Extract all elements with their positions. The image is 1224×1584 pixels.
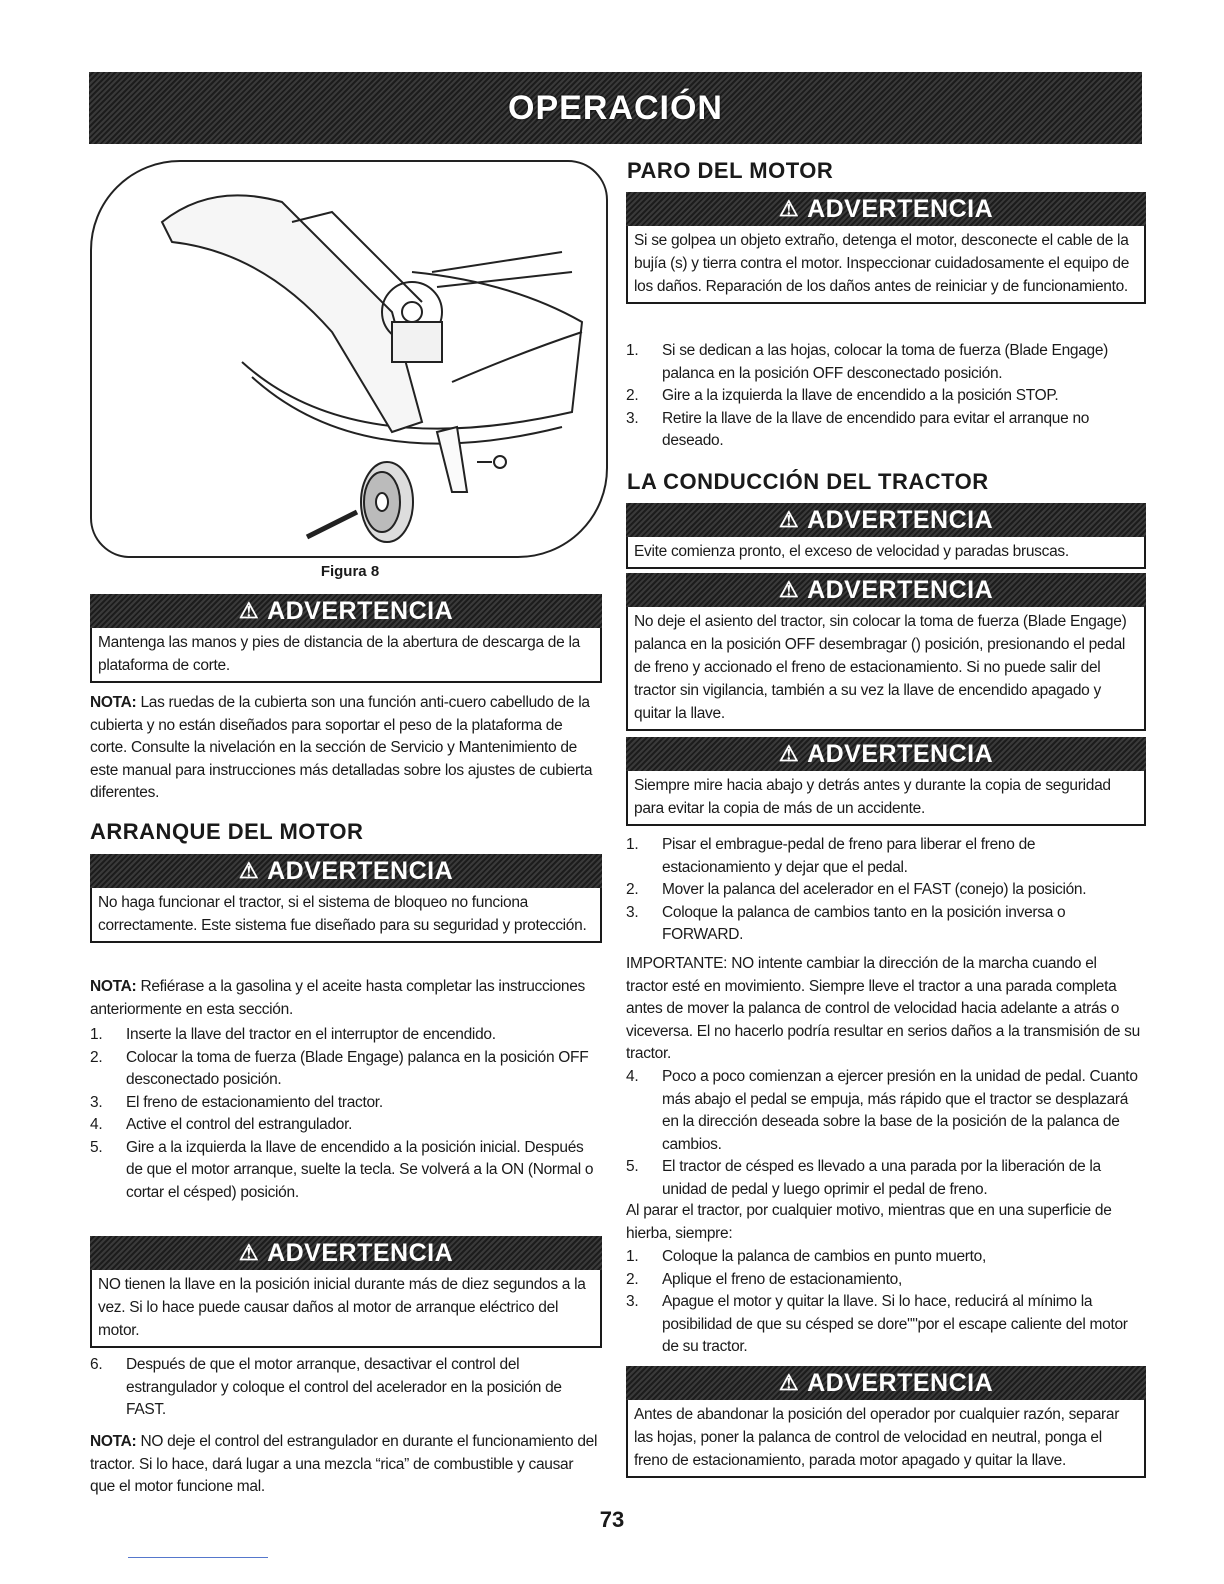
list-item: 3. Apague el motor y quitar la llave. Si lo hace, reducirá al mínimo la posibilidad de que su césped se dore""por el escape caliente del motor de su tractor. <box>626 1293 1128 1355</box>
list-item: 3. Retire la llave de la llave de encendido para evitar el arranque no deseado. <box>626 409 1090 449</box>
warning-header <box>626 1366 1146 1400</box>
page-number: 73 <box>599 1507 625 1532</box>
note-fuel-oil <box>90 976 598 1021</box>
warning-text: No deje el asiento del tractor, sin colocar la toma de fuerza (Blade Engage) palanca en la posición OFF desembragar () posición, presionando el pedal de freno y accionado el freno de estacionamiento. Si no puede salir del tractor sin vigilancia, también a su vez la llave de encendido apagado y quitar la llave. <box>634 613 1127 722</box>
note-label: NOTA: <box>90 1433 137 1450</box>
list-item: 5. Gire a la izquierda la llave de encendido a la posición inicial. Después de que el motor arranque, suelte la tecla. Se volverá a la ON (Normal o cortar el césped) posición. <box>90 1138 594 1201</box>
list-item: 2. Gire a la izquierda la llave de encendido a la posición STOP. <box>626 387 1059 404</box>
warning-box-interlock <box>90 854 602 943</box>
warning-text: No haga funcionar el tractor, si el sistema de bloqueo no funciona correctamente. Este sistema fue diseñado para su seguridad y protección. <box>98 894 587 934</box>
list-item: 1. Inserte la llave del tractor en el interruptor de encendido. <box>90 1026 496 1043</box>
warning-triangle-icon: ⚠ <box>778 1370 800 1395</box>
list-item: 1. Si se dedican a las hojas, colocar la toma de fuerza (Blade Engage) palanca en la posición OFF desconectado posición. <box>626 342 1109 382</box>
warning-text: NO tienen la llave en la posición inicial durante más de diez segundos a la vez. Si lo hace puede causar daños al motor de arranque eléctrico del motor. <box>98 1276 586 1339</box>
list-item: 3. Coloque la palanca de cambios tanto en la posición inversa o FORWARD. <box>626 903 1066 943</box>
warning-title: ADVERTENCIA <box>807 575 994 604</box>
warning-text: Mantenga las manos y pies de distancia de la abertura de descarga de la plataforma de corte. <box>98 634 580 674</box>
warning-text: Siempre mire hacia abajo y detrás antes y durante la copia de seguridad para evitar la copia de más de un accidente. <box>634 777 1111 817</box>
important-note: IMPORTANTE: NO intente cambiar la dirección de la marcha cuando el tractor esté en movimiento. Siempre lleve el tractor a una parada completa antes de mover la palanca de control de velocidad hacia adelante a atrás o viceversa. El no hacerlo podría resultar en serios daños a la transmisión de su tractor. <box>626 955 1140 1062</box>
heading-paro-del-motor: PARO DEL MOTOR <box>627 158 834 183</box>
warning-title: ADVERTENCIA <box>807 505 994 534</box>
list-item: 3. El freno de estacionamiento del tractor. <box>90 1093 383 1111</box>
drive-steps-list <box>626 834 1142 947</box>
note-text: Las ruedas de la cubierta son una función anti-cuero cabelludo de la cubierta y no están diseñados para soportar el peso de la plataforma de corte. Consulte la nivelación en la sección de Servicio y Mantenimiento de este manual para instrucciones más detalladas sobre los ajustes de cubierta diferentes. <box>90 694 593 801</box>
warning-title: ADVERTENCIA <box>267 1238 454 1267</box>
warning-box-leaving-operator <box>626 1366 1146 1478</box>
figure-caption: Figura 8 <box>320 563 380 580</box>
warning-triangle-icon: ⚠ <box>778 577 800 602</box>
warning-box-foreign-object <box>626 192 1146 304</box>
warning-title: ADVERTENCIA <box>267 856 454 885</box>
warning-header <box>90 1236 602 1270</box>
warning-triangle-icon: ⚠ <box>238 858 260 883</box>
warning-header <box>626 503 1146 537</box>
list-item: 6. Después de que el motor arranque, desactivar el control del estrangulador y coloque el control del acelerador en la posición de FAST. <box>90 1356 562 1418</box>
warning-header <box>90 594 602 628</box>
footer-rule <box>128 1557 268 1558</box>
warning-title: ADVERTENCIA <box>807 1368 994 1397</box>
warning-box-discharge <box>90 594 602 683</box>
warning-header <box>90 854 602 888</box>
warning-title: ADVERTENCIA <box>267 596 454 625</box>
warning-triangle-icon: ⚠ <box>778 741 800 766</box>
list-item: 1. Coloque la palanca de cambios en punto muerto, <box>626 1248 986 1265</box>
note-text: Refiérase a la gasolina y el aceite hasta completar las instrucciones anteriormente en esta sección. <box>90 978 585 1018</box>
warning-triangle-icon: ⚠ <box>238 1240 260 1265</box>
warning-box-starter <box>90 1236 602 1348</box>
note-choke <box>90 1431 598 1499</box>
heading-la-conduccion-del-tractor: LA CONDUCCIÓN DEL TRACTOR <box>627 469 989 494</box>
list-item: 4. Poco a poco comienzan a ejercer presión en la unidad de pedal. Cuanto más abajo el pedal se empuja, más rápido que el tractor se desplazará en la dirección deseada sobre la base de la posición de la palanca de cambios. <box>626 1068 1138 1153</box>
warning-text: Si se golpea un objeto extraño, detenga el motor, desconecte el cable de la bujía (s) y tierra contra el motor. Inspeccionar cuidadosamente el equipo de los daños. Reparación de los daños antes de reiniciar y de funcionamiento. <box>634 232 1130 295</box>
note-deck-wheels <box>90 692 598 805</box>
stopping-intro: Al parar el tractor, por cualquier motivo, mientras que en una superficie de hierba, siempre: <box>626 1202 1112 1242</box>
note-label: NOTA: <box>90 978 137 995</box>
warning-header <box>626 737 1146 771</box>
warning-header <box>626 192 1146 226</box>
warning-triangle-icon: ⚠ <box>238 598 260 623</box>
note-label: NOTA: <box>90 694 137 711</box>
mower-deck-drawing <box>92 162 606 556</box>
list-item: 1. Pisar el embrague-pedal de freno para liberar el freno de estacionamiento y dejar que el pedal. <box>626 836 1036 876</box>
list-item: 4. Active el control del estrangulador. <box>90 1116 353 1133</box>
warning-title: ADVERTENCIA <box>807 739 994 768</box>
warning-text: Antes de abandonar la posición del operador por cualquier razón, separar las hojas, poner la palanca de control de velocidad en neutral, ponga el freno de estacionamiento, parada motor apagado y quitar la llave. <box>634 1406 1120 1469</box>
heading-arranque-del-motor: ARRANQUE DEL MOTOR <box>90 819 364 844</box>
list-item: 2. Colocar la toma de fuerza (Blade Engage) palanca en la posición OFF desconectado posición. <box>90 1048 589 1088</box>
list-item: 2. Aplique el freno de estacionamiento, <box>626 1270 902 1288</box>
list-item: 5. El tractor de césped es llevado a una parada por la liberación de la unidad de pedal y luego oprimir el pedal de freno. <box>626 1158 1101 1198</box>
warning-box-speed <box>626 503 1146 569</box>
start-steps-list <box>90 1024 598 1204</box>
warning-box-backing-up <box>626 737 1146 826</box>
warning-title: ADVERTENCIA <box>807 194 994 223</box>
stop-steps-list <box>626 340 1142 453</box>
section-banner <box>89 72 1142 144</box>
warning-box-leave-seat <box>626 573 1146 731</box>
stopping-steps-list <box>626 1246 1142 1359</box>
warning-text: Evite comienza pronto, el exceso de velocidad y paradas bruscas. <box>634 543 1069 560</box>
list-item: 2. Mover la palanca del acelerador en el FAST (conejo) la posición. <box>626 881 1087 898</box>
start-steps-list-2 <box>90 1354 598 1422</box>
warning-header <box>626 573 1146 607</box>
warning-triangle-icon: ⚠ <box>778 196 800 221</box>
note-text: NO deje el control del estrangulador en durante el funcionamiento del tractor. Si lo hace, dará lugar a una mezcla “rica” de combustible y causar que el motor funcione mal. <box>90 1433 598 1495</box>
section-title: OPERACIÓN <box>508 88 723 127</box>
drive-steps-list-2 <box>626 1066 1142 1201</box>
figure-8-illustration <box>90 160 608 558</box>
warning-triangle-icon: ⚠ <box>778 507 800 532</box>
